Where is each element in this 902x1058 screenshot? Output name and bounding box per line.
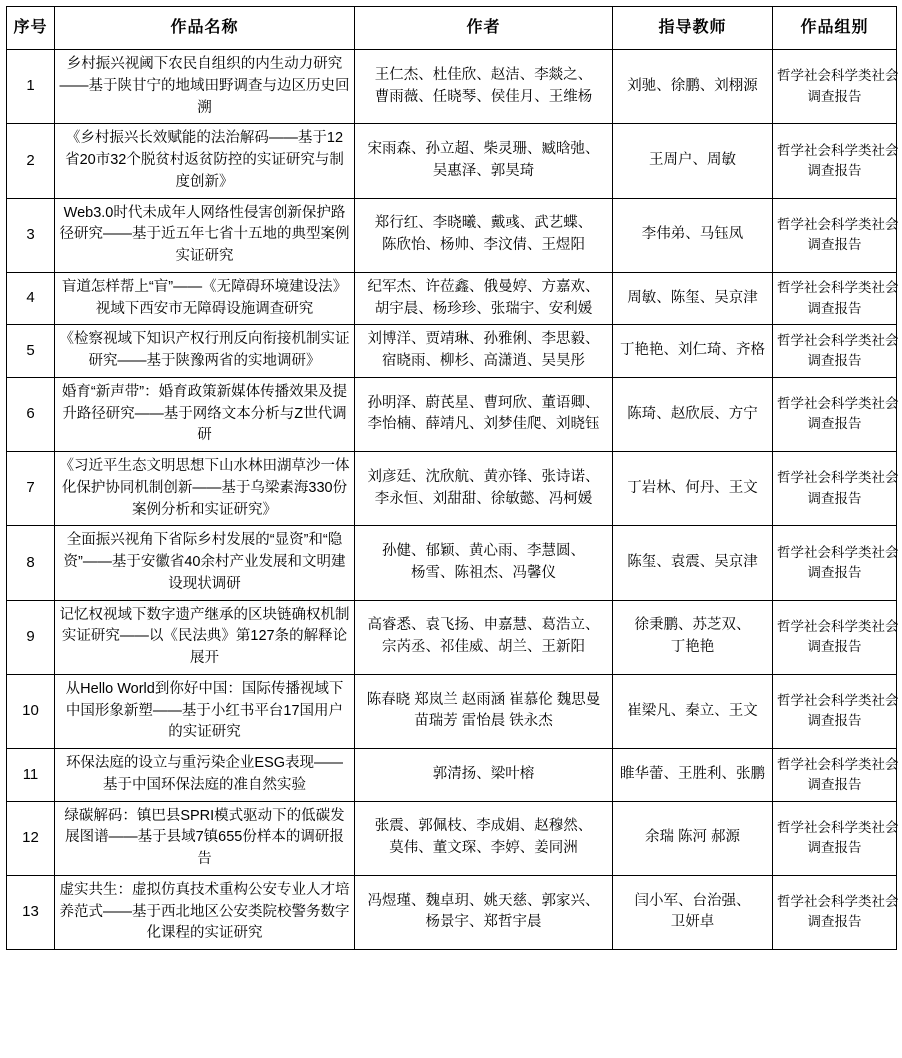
- cell-authors: [355, 50, 613, 124]
- table-row: [7, 600, 897, 674]
- cell-authors: [355, 875, 613, 949]
- authors-line: 刘彦廷、沈欣航、黄亦锋、张诗诺、: [367, 468, 600, 485]
- authors-line: 杨景宇、郑哲宇晨: [425, 914, 542, 931]
- cell-index: 6: [7, 377, 55, 451]
- column-header-advisors: 指导教师: [613, 7, 773, 50]
- category-line: 调查报告: [807, 88, 862, 104]
- category-line: 哲学社会科学类社会: [777, 280, 899, 296]
- cell-advisors: [613, 325, 773, 378]
- cell-category: [773, 674, 897, 748]
- table-row: [7, 377, 897, 451]
- cell-authors: [355, 272, 613, 325]
- cell-title: 虚实共生：虚拟仿真技术重构公安专业人才培养范式——基于西北地区公安类院校警务数字化课程的实证研究: [55, 875, 355, 949]
- table-body: [7, 50, 897, 950]
- category-line: 调查报告: [807, 490, 862, 506]
- cell-index: 8: [7, 526, 55, 600]
- cell-category: [773, 124, 897, 198]
- cell-advisors: [613, 674, 773, 748]
- category-line: 哲学社会科学类社会: [777, 68, 899, 84]
- advisors-line: 余瑞 陈河 郝源: [644, 829, 741, 846]
- authors-line: 杨雪、陈祖杰、冯馨仪: [411, 564, 556, 581]
- cell-advisors: [613, 377, 773, 451]
- cell-category: [773, 377, 897, 451]
- cell-advisors: [613, 600, 773, 674]
- authors-line: 郑行红、李晓曦、戴彧、武艺蝶、: [374, 215, 593, 232]
- cell-authors: [355, 801, 613, 875]
- category-line: 哲学社会科学类社会: [777, 332, 899, 348]
- authors-line: 李怡楠、薛靖凡、刘梦佳爬、刘晓钰: [367, 416, 600, 433]
- cell-index: 10: [7, 674, 55, 748]
- category-line: 哲学社会科学类社会: [777, 693, 899, 709]
- cell-category: [773, 749, 897, 802]
- cell-title: 全面振兴视角下省际乡村发展的“显资”和“隐资”——基于安徽省40余村产业发展和文明建设现状调研: [55, 526, 355, 600]
- table-header: [7, 7, 897, 50]
- cell-category: [773, 452, 897, 526]
- cell-title: 《乡村振兴长效赋能的法治解码——基于12省20市32个脱贫村返贫防控的实证研究与制度创新》: [55, 124, 355, 198]
- authors-line: 李永恒、刘甜甜、徐敏懿、冯柯媛: [374, 490, 593, 507]
- category-line: 调查报告: [807, 914, 862, 930]
- cell-index: 11: [7, 749, 55, 802]
- advisors-line: 陈琦、赵欣辰、方宁: [627, 405, 758, 422]
- category-line: 调查报告: [807, 564, 862, 580]
- category-line: 哲学社会科学类社会: [777, 756, 899, 772]
- cell-category: [773, 272, 897, 325]
- authors-line: 苗瑞芳 雷怡晨 铁永杰: [414, 713, 553, 730]
- advisors-line: 李伟弟、马钰凤: [641, 226, 744, 243]
- cell-title: 《习近平生态文明思想下山水林田湖草沙一体化保护协同机制创新——基于乌梁素海330份案例分析和实证研究》: [55, 452, 355, 526]
- category-line: 哲学社会科学类社会: [777, 470, 899, 486]
- cell-category: [773, 801, 897, 875]
- category-line: 调查报告: [807, 300, 862, 316]
- table-row: [7, 875, 897, 949]
- cell-authors: [355, 452, 613, 526]
- category-line: 哲学社会科学类社会: [777, 216, 899, 232]
- authors-line: 胡宇晨、杨珍珍、张瑞宇、安利媛: [374, 300, 593, 317]
- cell-title: 绿碳解码：镇巴县SPRI模式驱动下的低碳发展图谱——基于县域7镇655份样本的调研报告: [55, 801, 355, 875]
- table-row: [7, 749, 897, 802]
- cell-authors: [355, 600, 613, 674]
- category-line: 哲学社会科学类社会: [777, 819, 899, 835]
- advisors-line: 崔梁凡、秦立、王文: [627, 702, 758, 719]
- cell-index: 5: [7, 325, 55, 378]
- cell-index: 9: [7, 600, 55, 674]
- table-row: [7, 198, 897, 272]
- column-header-title: 作品名称: [55, 7, 355, 50]
- column-header-category: 作品组别: [773, 7, 897, 50]
- cell-title: 盲道怎样帮上“盲”——《无障碍环境建设法》视域下西安市无障碍设施调查研究: [55, 272, 355, 325]
- authors-line: 陈欣怡、杨帅、李汶倩、王煜阳: [382, 237, 585, 254]
- cell-authors: [355, 377, 613, 451]
- table-header-row: [7, 7, 897, 50]
- cell-title: 从Hello World到你好中国：国际传播视域下中国形象新塑——基于小红书平台17国用户的实证研究: [55, 674, 355, 748]
- column-header-authors: 作者: [355, 7, 613, 50]
- cell-advisors: [613, 272, 773, 325]
- table-row: [7, 452, 897, 526]
- cell-title: 记忆权视域下数字遗产继承的区块链确权机制实证研究——以《民法典》第127条的解释论展开: [55, 600, 355, 674]
- table-row: [7, 674, 897, 748]
- cell-index: 2: [7, 124, 55, 198]
- cell-advisors: [613, 50, 773, 124]
- category-line: 哲学社会科学类社会: [777, 894, 899, 910]
- advisors-line: 睢华蕾、王胜利、张鹏: [620, 765, 765, 782]
- cell-index: 3: [7, 198, 55, 272]
- cell-authors: [355, 325, 613, 378]
- cell-advisors: [613, 875, 773, 949]
- authors-line: 孙明泽、蔚芪星、曹珂欣、董语卿、: [367, 394, 600, 411]
- category-line: 哲学社会科学类社会: [777, 142, 899, 158]
- table-row: [7, 124, 897, 198]
- cell-advisors: [613, 801, 773, 875]
- cell-index: 4: [7, 272, 55, 325]
- cell-authors: [355, 198, 613, 272]
- category-line: 调查报告: [807, 416, 862, 432]
- cell-advisors: [613, 526, 773, 600]
- cell-authors: [355, 749, 613, 802]
- category-line: 调查报告: [807, 162, 862, 178]
- authors-line: 郭清扬、梁叶榕: [432, 765, 535, 782]
- cell-category: [773, 875, 897, 949]
- cell-title: 婚育“新声带”：婚育政策新媒体传播效果及提升路径研究——基于网络文本分析与Z世代调研: [55, 377, 355, 451]
- cell-category: [773, 198, 897, 272]
- cell-advisors: [613, 124, 773, 198]
- category-line: 调查报告: [807, 639, 862, 655]
- cell-category: [773, 50, 897, 124]
- advisors-line: 徐秉鹏、苏芝双、: [634, 617, 751, 634]
- authors-line: 陈春晓 郑岚兰 赵雨涵 崔慕伦 魏思曼: [366, 691, 601, 708]
- advisors-line: 陈玺、袁震、吴京津: [627, 554, 758, 570]
- table-row: [7, 272, 897, 325]
- advisors-line: 丁艳艳、刘仁琦、齐格: [620, 342, 765, 359]
- category-line: 调查报告: [807, 353, 862, 368]
- authors-line: 刘博洋、贾靖琳、孙雅俐、李思毅、: [367, 331, 600, 348]
- authors-line: 莫伟、董文琛、李婷、姜同洲: [389, 840, 578, 857]
- cell-title: 《检察视域下知识产权行刑反向衔接机制实证研究——基于陕豫两省的实地调研》: [55, 325, 355, 378]
- table-row: [7, 50, 897, 124]
- authors-line: 张震、郭佩枝、李成娟、赵穆然、: [374, 818, 593, 835]
- authors-line: 吴惠泽、郭昊琦: [432, 162, 535, 179]
- table-row: [7, 526, 897, 600]
- cell-authors: [355, 674, 613, 748]
- cell-category: [773, 526, 897, 600]
- cell-index: 13: [7, 875, 55, 949]
- cell-title: 乡村振兴视阈下农民自组织的内生动力研究——基于陕甘宁的地域田野调查与边区历史回溯: [55, 50, 355, 124]
- category-line: 调查报告: [807, 776, 862, 792]
- advisors-line: 丁岩林、何丹、王文: [627, 479, 758, 496]
- cell-index: 12: [7, 801, 55, 875]
- cell-advisors: [613, 452, 773, 526]
- cell-title: Web3.0时代未成年人网络性侵害创新保护路径研究——基于近五年七省十五地的典型案例实证研究: [55, 198, 355, 272]
- category-line: 哲学社会科学类社会: [777, 618, 899, 634]
- authors-line: 王仁杰、杜佳欣、赵洁、李燚之、: [374, 66, 593, 83]
- category-line: 调查报告: [807, 237, 862, 253]
- category-line: 哲学社会科学类社会: [777, 544, 899, 560]
- category-line: 哲学社会科学类社会: [777, 396, 899, 412]
- authors-line: 冯煜瑾、魏卓玥、姚天慈、郭家兴、: [367, 892, 600, 909]
- authors-line: 纪军杰、许莅鑫、俄曼婷、方嘉欢、: [367, 278, 600, 295]
- cell-advisors: [613, 749, 773, 802]
- authors-line: 宗芮丞、祁佳威、胡兰、王新阳: [382, 639, 585, 656]
- authors-line: 高睿悉、袁飞扬、申嘉慧、葛浩立、: [367, 617, 600, 634]
- authors-line: 宋雨森、孙立超、柴灵珊、臧晗弛、: [367, 141, 600, 158]
- cell-advisors: [613, 198, 773, 272]
- table-row: [7, 801, 897, 875]
- advisors-line: 卫妍卓: [670, 914, 715, 931]
- cell-category: [773, 325, 897, 378]
- authors-line: 曹雨薇、任晓琴、侯佳月、王维杨: [374, 88, 593, 105]
- authors-line: 孙健、郁颖、黄心雨、李慧圆、: [382, 543, 585, 560]
- works-table: [6, 6, 897, 950]
- cell-index: 7: [7, 452, 55, 526]
- cell-category: [773, 600, 897, 674]
- column-header-index: 序号: [7, 7, 55, 50]
- advisors-line: 刘驰、徐鹏、刘栩源: [627, 77, 758, 94]
- authors-line: 宿晓雨、柳杉、高潇逍、吴昊彤: [382, 353, 585, 369]
- advisors-line: 周敏、陈玺、吴京津: [627, 289, 758, 306]
- category-line: 调查报告: [807, 713, 862, 729]
- category-line: 调查报告: [807, 840, 862, 856]
- cell-authors: [355, 526, 613, 600]
- table-row: [7, 325, 897, 378]
- advisors-line: 王周户、周敏: [649, 152, 736, 168]
- advisors-line: 丁艳艳: [670, 639, 715, 656]
- cell-index: 1: [7, 50, 55, 124]
- cell-authors: [355, 124, 613, 198]
- cell-title: 环保法庭的设立与重污染企业ESG表现——基于中国环保法庭的准自然实验: [55, 749, 355, 802]
- advisors-line: 闫小军、台治强、: [634, 892, 751, 909]
